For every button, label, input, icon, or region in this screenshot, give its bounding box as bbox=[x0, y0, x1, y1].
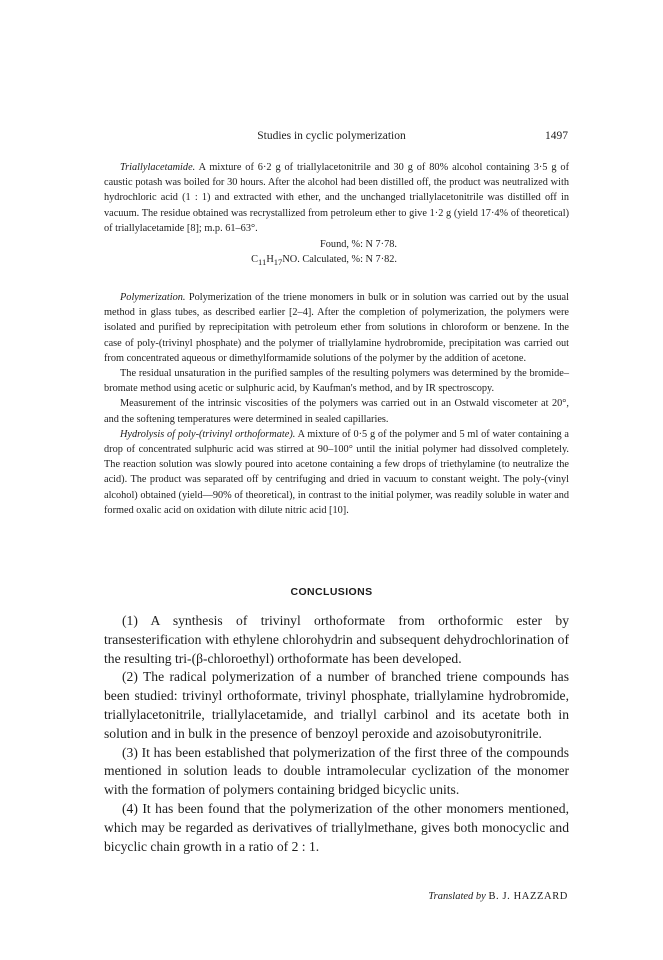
hydrolysis-heading: Hydrolysis of poly-(trivinyl orthoformate). bbox=[120, 428, 296, 440]
formula-h: H bbox=[266, 254, 274, 266]
analysis-block bbox=[104, 237, 569, 270]
formula-c: C bbox=[251, 254, 259, 266]
polymerization-heading: Polymerization. bbox=[120, 292, 186, 303]
conclusion-item: (3) It has been established that polymerization of the first three of the compounds mentioned in solution leads to double intramolecular cyclization of the monomer with the formation of polymers containing bridged bicyclic units. bbox=[104, 744, 569, 798]
viscosity-paragraph: Measurement of the intrinsic viscosities of the polymers was carried out in an Ostwald viscometer at 20°, and the softening temperatures were determined in sealed capillaries. bbox=[104, 398, 569, 425]
conclusions-list bbox=[104, 612, 569, 856]
conclusion-item: (4) It has been found that the polymerization of the other monomers mentioned, which may be regarded as derivatives of triallylmethane, gives both monocyclic and bicyclic chain growth in a ratio of 2 : 1. bbox=[104, 800, 569, 854]
triallylacetamide-heading: Triallylacetamide. bbox=[120, 162, 196, 173]
triallylacetamide-paragraph bbox=[104, 160, 569, 236]
page-number: 1497 bbox=[545, 130, 568, 142]
polymerization-paragraph bbox=[104, 290, 569, 366]
translator-credit bbox=[428, 891, 568, 902]
hydrolysis-text: A mixture of 0·5 g of the polymer and 5 ml of water containing a drop of concentrated sulphuric acid was stirred at 90–100° until the initial polymer had dissolved completely. The reaction solution was slowly poured into acetone containing a few drops of triethylamine (to neutralize the acid). The product was separated off by centrifuging and dried in vacuum to constant weight. The poly-(vinyl alcohol) obtained (yield—90% of theoretical), in contrast to the initial polymer, was readily soluble in water and formed oxalic acid on oxidation with dilute nitric acid [10]. bbox=[104, 428, 569, 516]
translator-name: B. J. HAZZARD bbox=[488, 891, 568, 902]
polymerization-text: Polymerization of the triene monomers in bulk or in solution was carried out by the usual method in glass tubes, as described earlier [2–4]. After the completion of polymerization, the polymers were isolated and purified by reprecipitation with petroleum ether from solutions in chloroform or benzene. In the case of poly-(trivinyl phosphate) and the polymer of triallylamine hydrobromide, precipitation was carried out from concentrated aqueous or dimethylformamide solutions of the polymer by the addition of acetone. bbox=[104, 292, 569, 364]
formula-rest: NO. Calculated, %: N 7·82. bbox=[282, 254, 397, 266]
hydrolysis-paragraph bbox=[104, 427, 569, 518]
conclusion-item: (2) The radical polymerization of a number of branched triene compounds has been studied: trivinyl orthoformate, trivinyl phosphate, triallylamine hydrobromide, triallylacetonitrile, triallylacetamide, and triallyl carbinol and its acetate both in solution and in bulk in the presence of benzoyl peroxide and azoisobutyronitrile. bbox=[104, 669, 569, 741]
triallylacetamide-section bbox=[104, 160, 569, 270]
polymerization-section bbox=[104, 290, 569, 518]
unsaturation-paragraph: The residual unsaturation in the purified samples of the resulting polymers was determined by the bromide–bromate method using acetic or sulphuric acid, by Kaufman's method, and by IR spectroscopy. bbox=[104, 368, 569, 395]
calculated-line bbox=[104, 252, 569, 270]
conclusions-heading: CONCLUSIONS bbox=[290, 586, 373, 598]
conclusion-item: (1) A synthesis of trivinyl orthoformate from orthoformic ester by transesterification with ethylene chlorohydrin and subsequent dehydrochlorination of the resulting tri-(β-chloroethyl) orthoformate has been developed. bbox=[104, 613, 569, 666]
triallylacetamide-text: A mixture of 6·2 g of triallylacetonitrile and 30 g of 80% alcohol containing 3·5 g of caustic potash was boiled for 30 hours. After the alcohol had been distilled off, the product was neutralized with hydrochloric acid (1 : 1) and extracted with ether, and the unchanged triallylacetonitrile was distilled off in vacuum. The residue obtained was recrystallized from petroleum ether to give 1·2 g (yield 17·4% of theoretical) of triallylacetamide [8]; m.p. 61–63°. bbox=[104, 162, 569, 234]
translator-prefix: Translated by bbox=[428, 891, 486, 902]
found-line: Found, %: N 7·78. bbox=[320, 239, 397, 251]
formula-sub-h: 17 bbox=[273, 257, 283, 268]
formula-sub-c: 11 bbox=[258, 257, 267, 268]
running-head-title: Studies in cyclic polymerization bbox=[257, 130, 406, 142]
